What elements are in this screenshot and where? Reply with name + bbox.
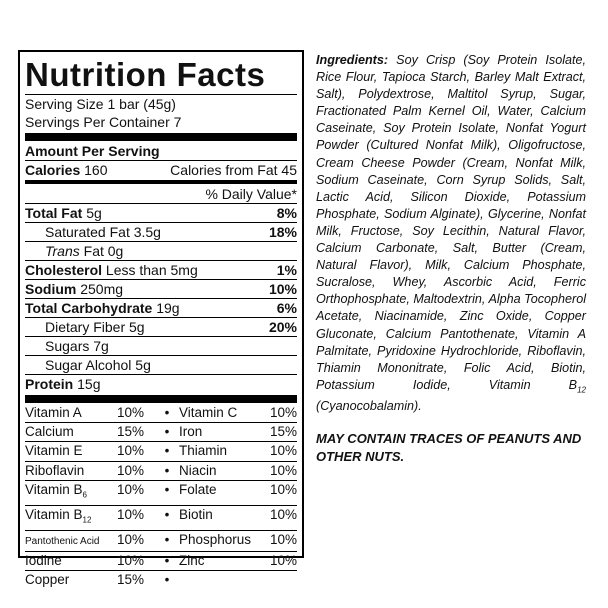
vitamin-percent: 10% [117,443,145,459]
servings-per-container: Servings Per Container 7 [25,114,182,130]
vitamin-name: Biotin [179,506,213,522]
vitamin-percent: 10% [269,462,297,478]
divider-thick [25,395,297,403]
vitamin-row [25,442,297,460]
vitamin-row [25,423,297,441]
sugar-alcohol-label: Sugar Alcohol 5g [45,357,151,373]
vitamin-percent: 10% [269,506,297,522]
vitamin-name: Iodine [25,552,62,568]
vitamin-percent: 15% [117,424,145,440]
protein-amount: 15g [73,376,101,392]
trans-fat-label: Fat 0g [79,243,124,259]
ingredients-text [316,52,586,415]
fiber-dv: 20% [268,319,297,335]
vitamin-name: Riboflavin [25,462,85,478]
calories-label: Calories [25,162,81,178]
total-carb-label: Total Carbohydrate [25,300,153,316]
row-cholesterol [25,261,297,279]
vitamin-subscript: 6 [82,490,87,500]
vitamin-row [25,531,297,551]
vitamin-percent: 10% [117,481,145,497]
vitamin-row [25,552,297,570]
protein-label: Protein [25,376,74,392]
total-carb-dv: 6% [276,300,297,316]
vitamin-name [179,571,263,589]
ingredients-tail: (Cyanocobalamin). [316,399,422,414]
bullet-icon: • [164,443,170,459]
vitamin-row [25,506,297,530]
vitamin-percent: 10% [117,531,145,547]
total-fat-label: Total Fat [25,205,83,221]
divider-thick [25,133,297,141]
vitamin-percent: 10% [117,552,145,568]
vitamin-row [25,481,297,505]
ingredients-label: Ingredients: [316,53,389,67]
daily-value-header: % Daily Value* [205,186,297,202]
row-total-fat [25,204,297,222]
vitamin-percent: 10% [269,405,297,420]
bullet-icon: • [164,572,170,587]
vitamin-name: Calcium [25,424,74,440]
bullet-icon: • [164,552,170,568]
row-total-carbohydrate [25,299,297,317]
vitamin-percent: 10% [269,481,297,497]
trans-label: Trans [45,243,80,259]
sugars-label: Sugars 7g [45,338,109,354]
vitamin-percent: 10% [117,462,145,478]
fiber-label: Dietary Fiber 5g [45,319,145,335]
vitamin-name: Copper [25,572,70,587]
bullet-icon: • [164,481,170,497]
vitamin-row [25,462,297,480]
bullet-icon: • [164,462,170,478]
calories-row [25,161,297,179]
vitamin-name: Vitamin A [25,405,82,420]
vitamin-subscript: 12 [82,515,92,525]
cholesterol-amount: Less than 5mg [102,262,198,278]
vitamin-table [25,404,297,589]
vitamin-name: Vitamin C [179,405,238,420]
row-sugars [25,337,297,355]
nutrition-facts-panel [18,50,304,587]
cholesterol-dv: 1% [276,262,297,278]
vitamin-name: Phosphorus [179,531,252,547]
vitamin-row [25,571,297,589]
row-saturated-fat [25,223,297,241]
vitamin-name: Vitamin B [25,481,83,497]
sodium-amount: 250mg [76,281,124,297]
vitamin-name: Iron [179,424,203,440]
allergen-warning: MAY CONTAIN TRACES OF PEANUTS AND OTHER NUTS. [316,431,582,464]
serving-size: Serving Size 1 bar (45g) [25,96,176,112]
vitamin-percent: 10% [269,443,297,459]
vitamin-name: Pantothenic Acid [25,535,100,547]
bullet-icon: • [164,506,170,522]
calories-from-fat: Calories from Fat 45 [170,162,297,178]
ingredients-body: Soy Crisp (Soy Protein Isolate, Rice Flour, Tapioca Starch, Barley Malt Extract, Salt), Polydextrose, Maltitol Syrup, Sugar, Fractionated Palm Kernel Oil, Water, Calcium Caseinate, Soy Protein Isolate, Nonfat Yogurt Powder (Cultured Nonfat Milk), Oligofructose, Cream Cheese Powder (Cream, Nonfat Milk, Sodium Caseinate, Corn Syrup Solids, Salt, Lactic Acid, Silicon Dioxide, Potassium Phosphate, Sodium Alginate), Glycerine, Nonfat Milk, Fructose, Soy Lecithin, Natural Flavor, Calcium Carbonate, Salt, Butter (Cream, Natural Flavor), Milk, Calcium Phosphate, Sucralose, Whey, Ascorbic Acid, Ferric Orthophosphate, Maltodextrin, Alpha Tocopherol Acetate, Niacinamide, Zinc Oxide, Copper Gluconate, Calcium Pantothenate, Vitamin A Palmitate, Pyridoxine Hydrochloride, Riboflavin, Thiamin Mononitrate, Folic Acid, Biotin, Potassium Iodide, Vitamin B [316,53,587,392]
vitamin-percent: 15% [269,424,297,440]
amount-per-serving: Amount Per Serving [25,143,160,159]
row-sodium [25,280,297,298]
vitamin-percent: 10% [117,506,145,522]
bullet-icon: • [164,531,170,547]
vitamin-name: Vitamin E [25,443,83,459]
bullet-icon: • [164,405,170,420]
vitamin-name: Folate [179,481,217,497]
ingredients-sub: 12 [577,385,586,395]
vitamin-name: Thiamin [179,443,228,459]
vitamin-row [25,404,297,422]
panel-title: Nutrition Facts [25,56,266,93]
row-dietary-fiber [25,318,297,336]
row-protein [25,375,297,393]
vitamin-name: Zinc [179,552,205,568]
total-fat-dv: 8% [276,205,297,221]
vitamin-percent: 15% [117,572,145,587]
vitamin-name: Niacin [179,462,217,478]
row-sugar-alcohol [25,356,297,374]
calories-value: 160 [84,162,108,178]
bullet-icon: • [164,424,170,440]
saturated-fat-label: Saturated Fat 3.5g [45,224,161,240]
total-fat-amount: 5g [86,205,102,221]
cholesterol-label: Cholesterol [25,262,103,278]
total-carb-amount: 19g [152,300,180,316]
saturated-fat-dv: 18% [268,224,297,240]
vitamin-percent: 10% [117,405,145,420]
sodium-label: Sodium [25,281,77,297]
vitamin-name: Vitamin B [25,506,83,522]
row-trans-fat [25,242,297,260]
sodium-dv: 10% [268,281,297,297]
vitamin-percent: 10% [269,552,297,568]
vitamin-percent: 10% [269,531,297,547]
vitamin-percent [263,571,297,589]
